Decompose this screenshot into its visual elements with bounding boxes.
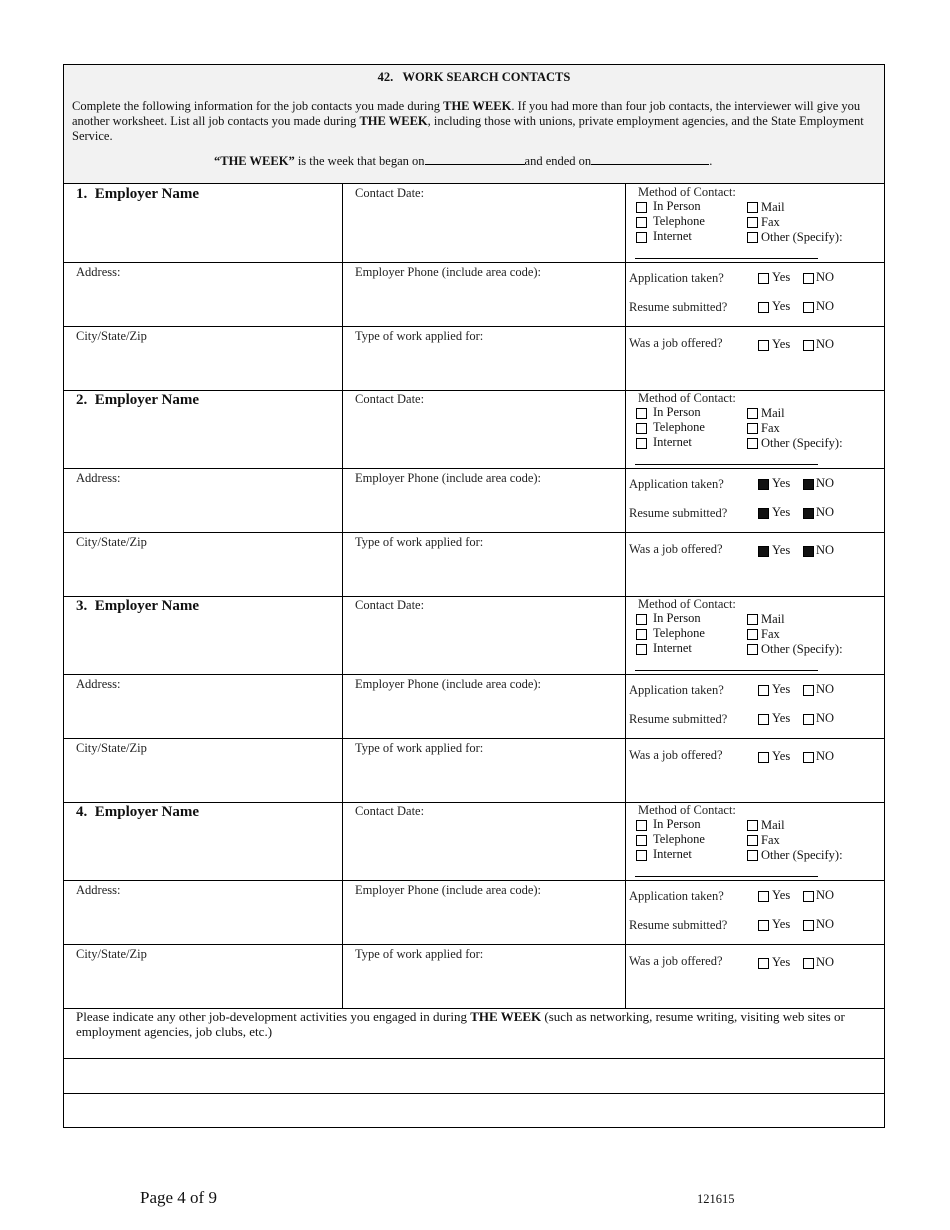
column-divider [342, 390, 343, 596]
contact-1-in-person-checkbox[interactable] [636, 202, 647, 213]
contact-3-date-label: Contact Date: [355, 598, 425, 612]
contact-3-address-label: Address: [76, 677, 121, 691]
contact-3-application-yes-checkbox[interactable] [758, 685, 769, 696]
row-divider [64, 1093, 884, 1094]
section-instructions: Complete the following information for the job contacts you made during THE WEEK. If you had more than four job contacts, the interviewer will give you another worksheet. List all job contacts you made during THE WEEK, including those with unions, private employment agencies, and the State Employment Service. [72, 99, 864, 143]
contact-4-resume-no-checkbox[interactable] [803, 920, 814, 931]
row-divider [64, 532, 884, 533]
contact-4-job-offered-label: Was a job offered? [629, 954, 723, 968]
contact-1-resume-yes-label: Yes [772, 299, 791, 313]
contact-1-job-offered-yes-label: Yes [772, 337, 791, 351]
contact-3-mail-label: Mail [761, 612, 785, 626]
contact-1-other-label: Other (Specify): [761, 230, 843, 244]
contact-3-in-person-checkbox[interactable] [636, 614, 647, 625]
week-end-field[interactable] [591, 153, 709, 165]
contact-1-job-offered-no-label: NO [816, 337, 835, 351]
contact-2-other-specify-field[interactable] [635, 464, 818, 465]
row-divider [64, 1058, 884, 1059]
other-activities-line-1[interactable] [68, 1061, 880, 1091]
other-activities-prompt: Please indicate any other job-development activities you engaged in during THE WEEK (such as networking, resume writing, visiting web sites or employment agencies, job clubs, etc.) [76, 1009, 845, 1039]
contact-2-resume-yes-label: Yes [772, 505, 791, 519]
contact-3-city-label: City/State/Zip [76, 741, 147, 755]
contact-3-work-type-label: Type of work applied for: [355, 741, 484, 755]
contact-3-internet-checkbox[interactable] [636, 644, 647, 655]
contact-1-city-label: City/State/Zip [76, 329, 147, 343]
contact-1-mail-checkbox[interactable] [747, 202, 758, 213]
contact-4-job-offered-yes-checkbox[interactable] [758, 958, 769, 969]
contact-1-date-label: Contact Date: [355, 186, 425, 200]
contact-3-application-no-checkbox[interactable] [803, 685, 814, 696]
contact-4-mail-checkbox[interactable] [747, 820, 758, 831]
contact-2-job-offered-yes-checkbox[interactable] [758, 546, 769, 557]
contact-4-resume-yes-label: Yes [772, 917, 791, 931]
contact-3-method-label: Method of Contact: [638, 597, 736, 611]
contact-4-fax-label: Fax [761, 833, 780, 847]
contact-2-city-label: City/State/Zip [76, 535, 147, 549]
row-divider [64, 262, 884, 263]
contact-1-resume-yes-checkbox[interactable] [758, 302, 769, 313]
week-start-field[interactable] [425, 153, 525, 165]
row-divider [64, 674, 884, 675]
contact-1-telephone-checkbox[interactable] [636, 217, 647, 228]
column-divider [342, 802, 343, 1008]
contact-4-resume-no-label: NO [816, 917, 835, 931]
row-divider [64, 802, 884, 803]
contact-3-mail-checkbox[interactable] [747, 614, 758, 625]
contact-1-application-yes-label: Yes [772, 270, 791, 284]
contact-4-application-yes-checkbox[interactable] [758, 891, 769, 902]
employer-3-name-label: 3. Employer Name [76, 598, 200, 614]
column-divider [625, 802, 626, 1008]
contact-1-work-type-label: Type of work applied for: [355, 329, 484, 343]
contact-3-fax-checkbox[interactable] [747, 629, 758, 640]
contact-2-resume-no-label: NO [816, 505, 835, 519]
contact-2-job-offered-no-checkbox[interactable] [803, 546, 814, 557]
contact-4-phone-label: Employer Phone (include area code): [355, 883, 542, 897]
contact-3-other-specify-field[interactable] [635, 670, 818, 671]
contact-3-application-no-label: NO [816, 682, 835, 696]
column-divider [342, 184, 343, 390]
contact-4-telephone-label: Telephone [653, 832, 705, 846]
contact-4-city-label: City/State/Zip [76, 947, 147, 961]
contact-4-other-label: Other (Specify): [761, 848, 843, 862]
contact-2-mail-checkbox[interactable] [747, 408, 758, 419]
contact-4-mail-label: Mail [761, 818, 785, 832]
contact-2-other-checkbox[interactable] [747, 438, 758, 449]
contact-3-application-label: Application taken? [629, 683, 724, 697]
contact-3-job-offered-yes-checkbox[interactable] [758, 752, 769, 763]
contact-2-internet-checkbox[interactable] [636, 438, 647, 449]
contact-2-in-person-label: In Person [653, 405, 701, 419]
contact-4-other-specify-field[interactable] [635, 876, 818, 877]
contact-3-internet-label: Internet [653, 641, 692, 655]
contact-2-address-label: Address: [76, 471, 121, 485]
contact-4-job-offered-no-label: NO [816, 955, 835, 969]
contact-3-telephone-checkbox[interactable] [636, 629, 647, 640]
contact-1-application-no-checkbox[interactable] [803, 273, 814, 284]
contact-3-resume-no-label: NO [816, 711, 835, 725]
contact-1-mail-label: Mail [761, 200, 785, 214]
contact-1-application-label: Application taken? [629, 271, 724, 285]
contact-4-internet-checkbox[interactable] [636, 850, 647, 861]
contact-3-resume-no-checkbox[interactable] [803, 714, 814, 725]
contact-2-date-label: Contact Date: [355, 392, 425, 406]
contact-2-other-label: Other (Specify): [761, 436, 843, 450]
contact-2-phone-label: Employer Phone (include area code): [355, 471, 542, 485]
contact-4-resume-yes-checkbox[interactable] [758, 920, 769, 931]
contact-3-job-offered-yes-label: Yes [772, 749, 791, 763]
contact-3-resume-yes-label: Yes [772, 711, 791, 725]
contact-3-job-offered-label: Was a job offered? [629, 748, 723, 762]
row-divider [64, 596, 884, 597]
contact-1-fax-label: Fax [761, 215, 780, 229]
contact-2-application-no-label: NO [816, 476, 835, 490]
contact-3-resume-yes-checkbox[interactable] [758, 714, 769, 725]
contact-4-internet-label: Internet [653, 847, 692, 861]
contact-2-resume-label: Resume submitted? [629, 506, 728, 520]
contact-4-resume-label: Resume submitted? [629, 918, 728, 932]
other-activities-line-2[interactable] [68, 1096, 880, 1124]
contact-2-resume-no-checkbox[interactable] [803, 508, 814, 519]
column-divider [342, 596, 343, 802]
contact-1-method-label: Method of Contact: [638, 185, 736, 199]
contact-2-job-offered-label: Was a job offered? [629, 542, 723, 556]
contact-3-other-checkbox[interactable] [747, 644, 758, 655]
row-divider [64, 468, 884, 469]
contact-4-work-type-label: Type of work applied for: [355, 947, 484, 961]
contact-4-telephone-checkbox[interactable] [636, 835, 647, 846]
contact-1-phone-label: Employer Phone (include area code): [355, 265, 542, 279]
contact-2-job-offered-yes-label: Yes [772, 543, 791, 557]
contact-1-application-yes-checkbox[interactable] [758, 273, 769, 284]
contact-3-in-person-label: In Person [653, 611, 701, 625]
contact-1-job-offered-label: Was a job offered? [629, 336, 723, 350]
contact-1-fax-checkbox[interactable] [747, 217, 758, 228]
contact-2-internet-label: Internet [653, 435, 692, 449]
contact-3-telephone-label: Telephone [653, 626, 705, 640]
row-divider [64, 390, 884, 391]
employer-2-name-label: 2. Employer Name [76, 392, 200, 408]
employer-4-name-label: 4. Employer Name [76, 804, 200, 820]
contact-4-address-label: Address: [76, 883, 121, 897]
contact-1-resume-no-checkbox[interactable] [803, 302, 814, 313]
contact-2-mail-label: Mail [761, 406, 785, 420]
contact-1-resume-no-label: NO [816, 299, 835, 313]
contact-4-fax-checkbox[interactable] [747, 835, 758, 846]
contact-1-telephone-label: Telephone [653, 214, 705, 228]
week-definition: “THE WEEK” is the week that began on and ended on . [214, 154, 713, 168]
section-title-text: WORK SEARCH CONTACTS [402, 70, 571, 84]
section-number: 42. [377, 70, 394, 84]
contact-3-application-yes-label: Yes [772, 682, 791, 696]
contact-2-application-label: Application taken? [629, 477, 724, 491]
contact-3-fax-label: Fax [761, 627, 780, 641]
section-header [64, 65, 884, 184]
contact-4-application-no-label: NO [816, 888, 835, 902]
contact-3-other-label: Other (Specify): [761, 642, 843, 656]
row-divider [64, 738, 884, 739]
contact-1-other-checkbox[interactable] [747, 232, 758, 243]
contact-1-application-no-label: NO [816, 270, 835, 284]
row-divider [64, 326, 884, 327]
contact-4-application-label: Application taken? [629, 889, 724, 903]
contact-2-resume-yes-checkbox[interactable] [758, 508, 769, 519]
contact-2-method-label: Method of Contact: [638, 391, 736, 405]
contact-4-application-no-checkbox[interactable] [803, 891, 814, 902]
contact-3-job-offered-no-label: NO [816, 749, 835, 763]
contact-1-internet-label: Internet [653, 229, 692, 243]
contact-2-telephone-label: Telephone [653, 420, 705, 434]
contact-1-resume-label: Resume submitted? [629, 300, 728, 314]
contact-1-other-specify-field[interactable] [635, 258, 818, 259]
contact-4-other-checkbox[interactable] [747, 850, 758, 861]
row-divider [64, 944, 884, 945]
column-divider [625, 184, 626, 390]
contact-1-internet-checkbox[interactable] [636, 232, 647, 243]
contact-4-job-offered-yes-label: Yes [772, 955, 791, 969]
contact-2-application-yes-label: Yes [772, 476, 791, 490]
row-divider [64, 880, 884, 881]
contact-4-date-label: Contact Date: [355, 804, 425, 818]
contact-2-application-yes-checkbox[interactable] [758, 479, 769, 490]
contact-1-job-offered-no-checkbox[interactable] [803, 340, 814, 351]
work-search-form [63, 64, 885, 1128]
page-number: Page 4 of 9 [140, 1188, 217, 1207]
contact-2-fax-label: Fax [761, 421, 780, 435]
contact-2-application-no-checkbox[interactable] [803, 479, 814, 490]
form-code: 121615 [697, 1192, 735, 1206]
contact-1-address-label: Address: [76, 265, 121, 279]
employer-1-name-label: 1. Employer Name [76, 186, 200, 202]
contact-4-method-label: Method of Contact: [638, 803, 736, 817]
contact-1-in-person-label: In Person [653, 199, 701, 213]
contact-3-resume-label: Resume submitted? [629, 712, 728, 726]
contact-2-telephone-checkbox[interactable] [636, 423, 647, 434]
contact-4-in-person-checkbox[interactable] [636, 820, 647, 831]
contact-1-job-offered-yes-checkbox[interactable] [758, 340, 769, 351]
contact-2-fax-checkbox[interactable] [747, 423, 758, 434]
contact-2-in-person-checkbox[interactable] [636, 408, 647, 419]
contact-2-work-type-label: Type of work applied for: [355, 535, 484, 549]
contact-3-phone-label: Employer Phone (include area code): [355, 677, 542, 691]
contact-3-job-offered-no-checkbox[interactable] [803, 752, 814, 763]
section-title [64, 70, 884, 85]
contact-2-job-offered-no-label: NO [816, 543, 835, 557]
contact-4-job-offered-no-checkbox[interactable] [803, 958, 814, 969]
contact-4-application-yes-label: Yes [772, 888, 791, 902]
column-divider [625, 596, 626, 802]
contact-4-in-person-label: In Person [653, 817, 701, 831]
column-divider [625, 390, 626, 596]
